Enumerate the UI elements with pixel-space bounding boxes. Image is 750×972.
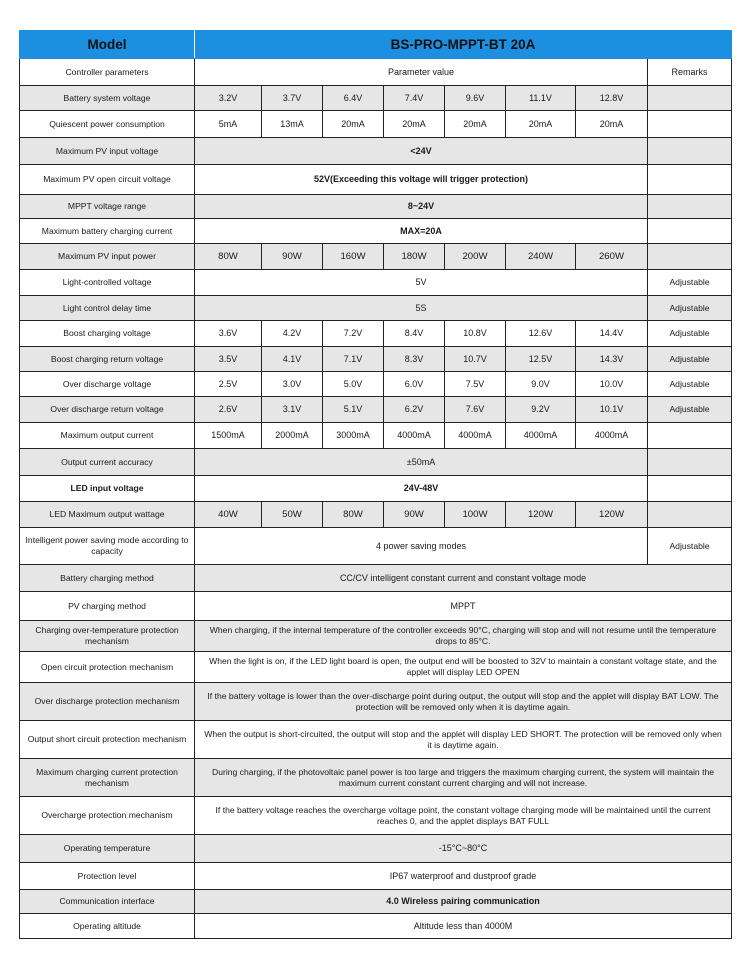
- cell-value: 6.4V: [323, 86, 384, 111]
- cell-value: When charging, if the internal temperature of the controller exceeds 90°C, charging will stop and will not resume until the temperature drops to 85°C.: [195, 621, 732, 652]
- cell-value: 3000mA: [323, 423, 384, 449]
- cell-value: 10.7V: [445, 347, 506, 372]
- row-label: Maximum battery charging current: [20, 219, 195, 244]
- row-label: Maximum PV open circuit voltage: [20, 165, 195, 195]
- row-label: Maximum output current: [20, 423, 195, 449]
- table-row: [20, 219, 732, 244]
- cell-value: 4 power saving modes: [195, 528, 648, 565]
- row-label: Over discharge voltage: [20, 372, 195, 397]
- table-row: [20, 86, 732, 111]
- cell-value: 80W: [195, 244, 262, 270]
- cell-value: When the light is on, if the LED light board is open, the output end will be boosted to 32V to maintain a constant voltage state, and the applet will display LED OPEN: [195, 652, 732, 683]
- cell-value: 9.6V: [445, 86, 506, 111]
- cell-value: 20mA: [576, 111, 648, 138]
- cell-value: 5.1V: [323, 397, 384, 423]
- remark-cell: Adjustable: [648, 321, 732, 347]
- cell-value: 3.1V: [262, 397, 323, 423]
- remark-cell: Adjustable: [648, 528, 732, 565]
- cell-value: 20mA: [445, 111, 506, 138]
- cell-value: 3.0V: [262, 372, 323, 397]
- subheader-row: [20, 59, 732, 86]
- table-row: [20, 890, 732, 914]
- cell-value: 4000mA: [445, 423, 506, 449]
- cell-value: 8.3V: [384, 347, 445, 372]
- cell-value: 120W: [576, 502, 648, 528]
- cell-value: 14.3V: [576, 347, 648, 372]
- table-row: [20, 502, 732, 528]
- cell-value: 7.4V: [384, 86, 445, 111]
- cell-value: 2.5V: [195, 372, 262, 397]
- cell-value: 5.0V: [323, 372, 384, 397]
- cell-value: 4000mA: [506, 423, 576, 449]
- remark-cell: [648, 195, 732, 219]
- cell-value: 4000mA: [576, 423, 648, 449]
- cell-value: If the battery voltage is lower than the over-discharge point during output, the output will stop and the applet will display BAT LOW. The protection will be removed only when it is daytime again.: [195, 683, 732, 721]
- row-label: MPPT voltage range: [20, 195, 195, 219]
- cell-value: 20mA: [323, 111, 384, 138]
- cell-value: 3.7V: [262, 86, 323, 111]
- row-label: Light control delay time: [20, 296, 195, 321]
- table-row: [20, 721, 732, 759]
- row-label: Charging over-temperature protection mechanism: [20, 621, 195, 652]
- table-row: [20, 759, 732, 797]
- cell-value: 14.4V: [576, 321, 648, 347]
- row-label: Over discharge protection mechanism: [20, 683, 195, 721]
- remark-cell: [648, 138, 732, 165]
- model-value: BS-PRO-MPPT-BT 20A: [195, 31, 732, 59]
- row-label: Over discharge return voltage: [20, 397, 195, 423]
- cell-value: 20mA: [384, 111, 445, 138]
- cell-value: 4.1V: [262, 347, 323, 372]
- table-row: [20, 321, 732, 347]
- table-row: [20, 683, 732, 721]
- table-row: [20, 423, 732, 449]
- row-label: Boost charging voltage: [20, 321, 195, 347]
- cell-value: MPPT: [195, 592, 732, 621]
- cell-value: 8~24V: [195, 195, 648, 219]
- cell-value: IP67 waterproof and dustproof grade: [195, 863, 732, 890]
- row-label: Open circuit protection mechanism: [20, 652, 195, 683]
- cell-value: 12.6V: [506, 321, 576, 347]
- remark-cell: Adjustable: [648, 296, 732, 321]
- row-label: Light-controlled voltage: [20, 270, 195, 296]
- remark-cell: [648, 476, 732, 502]
- cell-value: 7.5V: [445, 372, 506, 397]
- row-label: Boost charging return voltage: [20, 347, 195, 372]
- cell-value: If the battery voltage reaches the overcharge voltage point, the constant voltage charging mode will be maintained until the current reaches 0, and the applet displays BAT FULL: [195, 797, 732, 835]
- cell-value: 100W: [445, 502, 506, 528]
- cell-value: 4.2V: [262, 321, 323, 347]
- table-row: [20, 863, 732, 890]
- cell-value: 9.2V: [506, 397, 576, 423]
- row-label: Battery system voltage: [20, 86, 195, 111]
- table-row: [20, 565, 732, 592]
- cell-value: 1500mA: [195, 423, 262, 449]
- row-label: LED Maximum output wattage: [20, 502, 195, 528]
- cell-value: MAX=20A: [195, 219, 648, 244]
- cell-value: ±50mA: [195, 449, 648, 476]
- row-label: PV charging method: [20, 592, 195, 621]
- table-row: [20, 244, 732, 270]
- row-label: Operating altitude: [20, 914, 195, 939]
- table-row: [20, 296, 732, 321]
- cell-value: 5S: [195, 296, 648, 321]
- cell-value: 7.1V: [323, 347, 384, 372]
- cell-value: 24V-48V: [195, 476, 648, 502]
- cell-value: 7.6V: [445, 397, 506, 423]
- cell-value: 80W: [323, 502, 384, 528]
- table-row: [20, 165, 732, 195]
- spec-table: [19, 30, 732, 939]
- row-label: Battery charging method: [20, 565, 195, 592]
- table-row: [20, 372, 732, 397]
- table-row: [20, 914, 732, 939]
- cell-value: 5V: [195, 270, 648, 296]
- cell-value: 10.0V: [576, 372, 648, 397]
- row-label: Operating temperature: [20, 835, 195, 863]
- remarks-column-label: Remarks: [648, 59, 732, 86]
- row-label: Quiescent power consumption: [20, 111, 195, 138]
- cell-value: 2000mA: [262, 423, 323, 449]
- cell-value: 3.5V: [195, 347, 262, 372]
- cell-value: 12.8V: [576, 86, 648, 111]
- remark-cell: Adjustable: [648, 270, 732, 296]
- cell-value: 10.8V: [445, 321, 506, 347]
- value-column-label: Parameter value: [195, 59, 648, 86]
- cell-value: 3.2V: [195, 86, 262, 111]
- row-label: Output short circuit protection mechanism: [20, 721, 195, 759]
- cell-value: 120W: [506, 502, 576, 528]
- row-label: Maximum PV input voltage: [20, 138, 195, 165]
- cell-value: 4.0 Wireless pairing communication: [195, 890, 732, 914]
- remark-cell: [648, 219, 732, 244]
- cell-value: 5mA: [195, 111, 262, 138]
- row-label: Output current accuracy: [20, 449, 195, 476]
- cell-value: 180W: [384, 244, 445, 270]
- table-row: [20, 397, 732, 423]
- table-row: [20, 621, 732, 652]
- cell-value: Altitude less than 4000M: [195, 914, 732, 939]
- remark-cell: [648, 449, 732, 476]
- param-column-label: Controller parameters: [20, 59, 195, 86]
- cell-value: When the output is short-circuited, the output will stop and the applet will display LED SHORT. The protection will be removed only when it is daytime again.: [195, 721, 732, 759]
- remark-cell: [648, 86, 732, 111]
- cell-value: CC/CV intelligent constant current and constant voltage mode: [195, 565, 732, 592]
- table-row: [20, 195, 732, 219]
- cell-value: 6.2V: [384, 397, 445, 423]
- cell-value: 10.1V: [576, 397, 648, 423]
- table-row: [20, 270, 732, 296]
- table-row: [20, 476, 732, 502]
- cell-value: 240W: [506, 244, 576, 270]
- remark-cell: [648, 165, 732, 195]
- row-label: Protection level: [20, 863, 195, 890]
- cell-value: 4000mA: [384, 423, 445, 449]
- remark-cell: [648, 423, 732, 449]
- cell-value: 52V(Exceeding this voltage will trigger protection): [195, 165, 648, 195]
- remark-cell: [648, 244, 732, 270]
- remark-cell: Adjustable: [648, 347, 732, 372]
- remark-cell: [648, 111, 732, 138]
- cell-value: 11.1V: [506, 86, 576, 111]
- cell-value: 90W: [262, 244, 323, 270]
- table-row: [20, 138, 732, 165]
- cell-value: 12.5V: [506, 347, 576, 372]
- remark-cell: [648, 502, 732, 528]
- cell-value: 7.2V: [323, 321, 384, 347]
- row-label: Maximum PV input power: [20, 244, 195, 270]
- table-row: [20, 652, 732, 683]
- cell-value: 8.4V: [384, 321, 445, 347]
- table-header-row: [20, 31, 732, 59]
- cell-value: 6.0V: [384, 372, 445, 397]
- table-row: [20, 449, 732, 476]
- cell-value: 20mA: [506, 111, 576, 138]
- cell-value: 90W: [384, 502, 445, 528]
- remark-cell: Adjustable: [648, 372, 732, 397]
- cell-value: 3.6V: [195, 321, 262, 347]
- table-row: [20, 797, 732, 835]
- table-row: [20, 592, 732, 621]
- cell-value: 200W: [445, 244, 506, 270]
- cell-value: 9.0V: [506, 372, 576, 397]
- cell-value: -15°C~80°C: [195, 835, 732, 863]
- cell-value: 160W: [323, 244, 384, 270]
- table-row: [20, 835, 732, 863]
- model-label: Model: [20, 31, 195, 59]
- remark-cell: Adjustable: [648, 397, 732, 423]
- row-label: Overcharge protection mechanism: [20, 797, 195, 835]
- row-label: Maximum charging current protection mechanism: [20, 759, 195, 797]
- cell-value: <24V: [195, 138, 648, 165]
- table-row: [20, 111, 732, 138]
- cell-value: 13mA: [262, 111, 323, 138]
- cell-value: 260W: [576, 244, 648, 270]
- row-label: Intelligent power saving mode according to capacity: [20, 528, 195, 565]
- cell-value: 40W: [195, 502, 262, 528]
- table-row: [20, 347, 732, 372]
- row-label: LED input voltage: [20, 476, 195, 502]
- table-row: [20, 528, 732, 565]
- cell-value: 50W: [262, 502, 323, 528]
- cell-value: During charging, if the photovoltaic panel power is too large and triggers the maximum charging current, the system will maintain the maximum current constant current charging and will not increase.: [195, 759, 732, 797]
- cell-value: 2.6V: [195, 397, 262, 423]
- row-label: Communication interface: [20, 890, 195, 914]
